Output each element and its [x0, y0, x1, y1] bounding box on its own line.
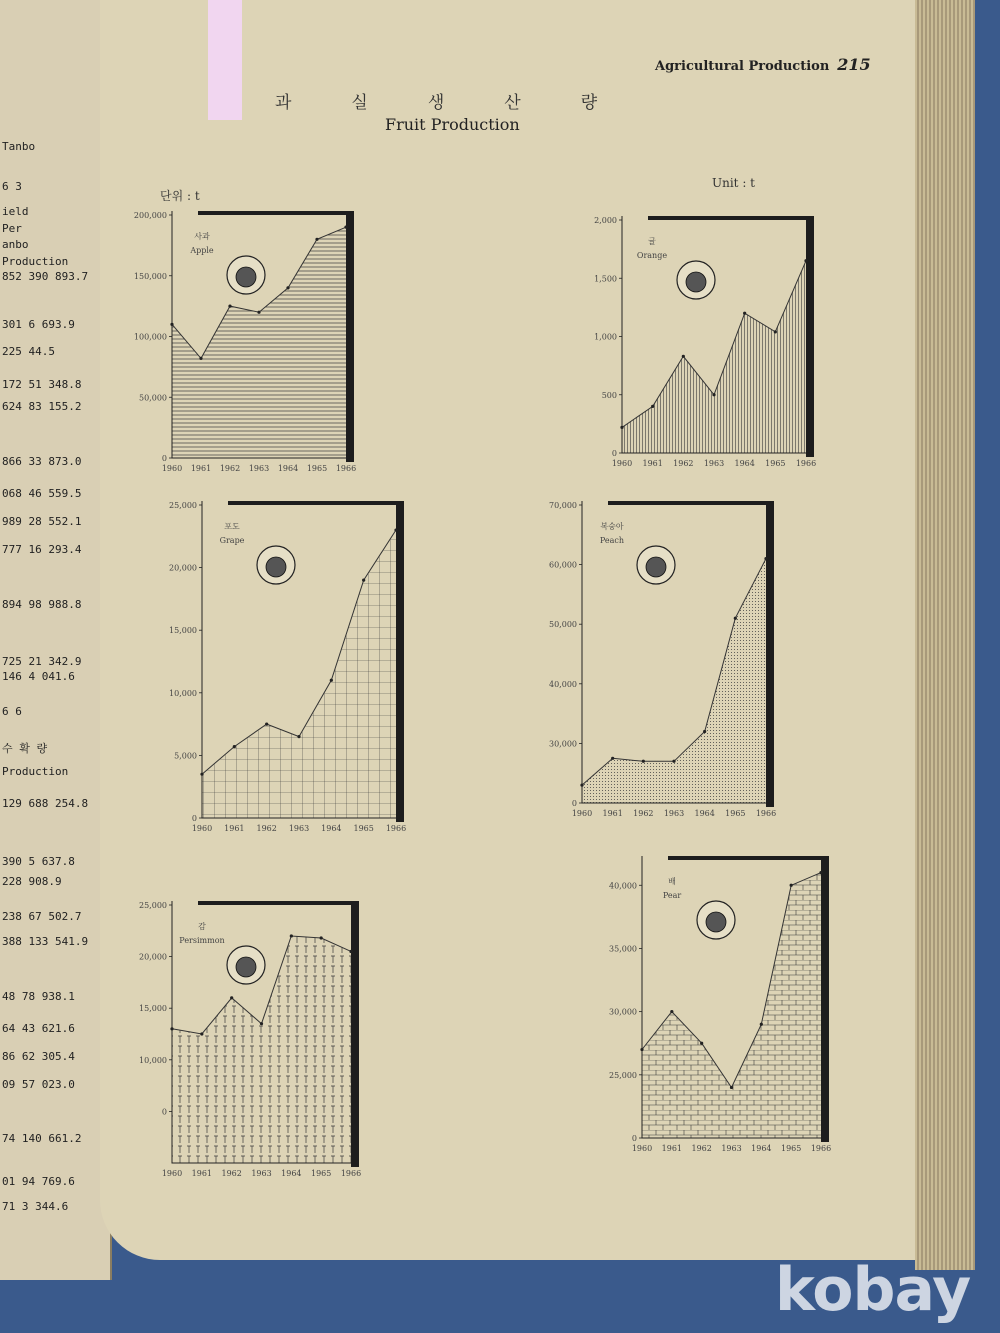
x-tick-label: 1966	[340, 1169, 362, 1178]
x-tick-label: 1964	[321, 824, 342, 833]
y-tick-label: 70,000	[549, 501, 577, 510]
chart-frame-shadow	[821, 856, 829, 1142]
chart-frame-shadow	[351, 901, 359, 1167]
left-page-line: 129 688 254.8	[2, 797, 89, 810]
chart-grape	[170, 495, 410, 840]
y-tick-label: 5,000	[174, 751, 197, 761]
running-header	[655, 55, 871, 74]
fruit-name-korean: 귤	[648, 237, 656, 246]
x-tick-label: 1964	[281, 1169, 302, 1178]
x-tick-label: 1965	[765, 459, 786, 468]
x-tick-label: 1962	[691, 1144, 712, 1153]
data-point	[286, 286, 289, 289]
fruit-icon-drawing	[236, 957, 256, 977]
left-page-line: anbo	[2, 238, 29, 251]
fruit-name-english: Orange	[636, 251, 668, 260]
y-tick-label: 100,000	[133, 332, 167, 342]
x-tick-label: 1966	[810, 1144, 832, 1153]
x-tick-label: 1960	[611, 459, 633, 468]
data-point	[230, 996, 233, 999]
fruit-name-english: Grape	[219, 536, 245, 545]
left-page-line: 238 67 502.7	[2, 910, 82, 923]
data-point	[672, 760, 675, 763]
y-tick-label: 0	[611, 449, 617, 458]
left-page-line: 172 51 348.8	[2, 378, 82, 391]
chart-orange	[590, 210, 820, 475]
data-point	[703, 730, 706, 733]
x-tick-label: 1960	[631, 1144, 653, 1153]
page-title-korean: 과실생산량	[275, 93, 658, 113]
left-page-line: Production	[2, 765, 69, 778]
x-tick-label: 1966	[795, 459, 817, 468]
left-page-line: 228 908.9	[2, 875, 62, 888]
unit-label-korean: 단위 : t	[160, 189, 200, 203]
data-point	[642, 760, 645, 763]
chart-peach	[550, 495, 780, 825]
data-point	[257, 311, 260, 314]
chart-frame-shadow	[396, 501, 404, 822]
x-tick-label: 1965	[353, 824, 374, 833]
fruit-icon-drawing	[236, 267, 256, 287]
left-page-line: 86 62 305.4	[2, 1050, 75, 1063]
y-tick-label: 2,000	[594, 216, 617, 225]
data-point	[233, 745, 236, 748]
chart-frame-shadow	[346, 211, 354, 462]
data-point	[260, 1022, 263, 1025]
chart-area	[582, 559, 766, 803]
left-page-line: 894 98 988.8	[2, 598, 82, 611]
chart-persimmon	[140, 895, 365, 1185]
data-point	[290, 934, 293, 937]
page-number: 215	[837, 55, 871, 74]
chart-frame-top	[198, 211, 354, 215]
x-tick-label: 1960	[161, 464, 183, 473]
left-page-line: 225 44.5	[2, 345, 55, 358]
chart-pear	[610, 850, 835, 1160]
left-page-line: 866 33 873.0	[2, 455, 82, 468]
data-point	[200, 1032, 203, 1035]
y-tick-label: 1,000	[594, 332, 617, 342]
left-page-line: 146 4 041.6	[2, 670, 75, 683]
data-point	[774, 330, 777, 333]
y-tick-label: 500	[601, 390, 617, 400]
data-point	[344, 226, 347, 229]
y-tick-label: 25,000	[169, 501, 197, 510]
data-point	[315, 238, 318, 241]
x-tick-label: 1965	[310, 1169, 332, 1178]
chart-frame-top	[198, 901, 359, 905]
y-tick-label: 10,000	[139, 1055, 167, 1065]
data-point	[330, 679, 333, 682]
left-page-line: 71 3 344.6	[2, 1200, 69, 1213]
fruit-name-korean: 감	[198, 922, 206, 931]
y-tick-label: 50,000	[139, 393, 167, 403]
x-tick-label: 1965	[306, 464, 328, 473]
chart-frame-top	[228, 501, 404, 505]
x-tick-label: 1961	[191, 1169, 213, 1178]
x-tick-label: 1963	[663, 809, 685, 818]
fruit-name-english: Apple	[190, 246, 214, 255]
y-tick-label: 1,500	[594, 274, 617, 284]
x-tick-label: 1966	[335, 464, 357, 473]
data-point	[670, 1010, 673, 1013]
x-tick-label: 1965	[780, 1144, 802, 1153]
fruit-name-english: Persimmon	[179, 936, 225, 945]
y-tick-label: 20,000	[139, 952, 167, 962]
left-page-line: 수 확 량	[2, 742, 48, 755]
x-tick-label: 1966	[385, 824, 407, 833]
x-tick-label: 1962	[256, 824, 277, 833]
data-point	[320, 936, 323, 939]
x-tick-label: 1963	[721, 1144, 742, 1153]
chart-area	[622, 261, 806, 453]
x-tick-label: 1960	[161, 1169, 183, 1178]
data-point	[682, 355, 685, 358]
left-page-line: ield	[2, 205, 29, 218]
left-page-line: Per	[2, 222, 22, 235]
data-point	[228, 305, 231, 308]
y-tick-label: 30,000	[549, 739, 577, 749]
x-tick-label: 1964	[751, 1144, 772, 1153]
unit-label-english: Unit : t	[712, 176, 755, 190]
y-tick-label: 15,000	[139, 1004, 167, 1014]
y-tick-label: 25,000	[609, 1070, 637, 1080]
y-tick-label: 150,000	[133, 271, 167, 281]
y-tick-label: 50,000	[549, 620, 577, 630]
left-page-line: 74 140 661.2	[2, 1132, 82, 1145]
data-point	[760, 1023, 763, 1026]
x-tick-label: 1961	[661, 1144, 683, 1153]
x-tick-label: 1963	[251, 1169, 272, 1178]
left-page-line: 301 6 693.9	[2, 318, 75, 331]
left-page-line: 6 6	[2, 705, 22, 718]
data-point	[394, 528, 397, 531]
x-tick-label: 1965	[725, 809, 746, 818]
x-tick-label: 1963	[703, 459, 725, 468]
data-point	[265, 723, 268, 726]
left-page-line: 6 3	[2, 180, 22, 193]
chart-apple	[133, 205, 360, 480]
y-tick-label: 60,000	[549, 560, 577, 570]
y-tick-label: 35,000	[609, 944, 637, 954]
fruit-icon-drawing	[646, 557, 666, 577]
y-tick-label: 0	[161, 454, 167, 463]
left-page-line: 725 21 342.9	[2, 655, 82, 668]
x-tick-label: 1962	[221, 1169, 242, 1178]
chart-frame-shadow	[766, 501, 774, 807]
fruit-name-english: Pear	[662, 891, 682, 900]
data-point	[362, 579, 365, 582]
left-page-line: 624 83 155.2	[2, 400, 82, 413]
y-tick-label: 0	[161, 1107, 167, 1117]
fruit-name-korean: 복숭아	[600, 522, 624, 531]
left-page-line: 068 46 559.5	[2, 487, 82, 500]
left-page-line: 989 28 552.1	[2, 515, 82, 528]
left-page-line: 852 390 893.7	[2, 270, 89, 283]
left-page-line: Production	[2, 255, 69, 268]
left-page-line: 777 16 293.4	[2, 543, 82, 556]
data-point	[819, 871, 822, 874]
fruit-name-korean: 포도	[224, 522, 240, 531]
data-point	[804, 259, 807, 262]
data-point	[743, 312, 746, 315]
header-title: Agricultural Production	[655, 59, 830, 74]
data-point	[297, 735, 300, 738]
chart-area	[202, 530, 396, 818]
data-point	[712, 393, 715, 396]
x-tick-label: 1961	[642, 459, 663, 468]
data-point	[700, 1042, 703, 1045]
x-tick-label: 1964	[694, 809, 715, 818]
x-tick-label: 1961	[190, 464, 212, 473]
data-point	[651, 405, 654, 408]
left-page-line: 01 94 769.6	[2, 1175, 75, 1188]
left-page-line: Tanbo	[2, 140, 36, 153]
fruit-name-korean: 사과	[194, 232, 210, 241]
chart-frame-top	[668, 856, 829, 860]
y-tick-label: 0	[571, 799, 577, 808]
y-tick-label: 20,000	[169, 563, 197, 573]
fruit-icon-drawing	[686, 272, 706, 292]
data-point	[611, 757, 614, 760]
chart-frame-shadow	[806, 216, 814, 457]
left-page-line: 390 5 637.8	[2, 855, 75, 868]
y-tick-label: 15,000	[169, 626, 197, 636]
data-point	[764, 557, 767, 560]
y-tick-label: 0	[191, 814, 197, 823]
data-point	[349, 950, 352, 953]
data-point	[730, 1086, 733, 1089]
y-tick-label: 25,000	[139, 901, 167, 910]
left-page	[0, 0, 112, 1280]
x-tick-label: 1966	[755, 809, 777, 818]
chart-frame-top	[648, 216, 814, 220]
y-tick-label: 10,000	[169, 688, 197, 698]
x-tick-label: 1963	[248, 464, 270, 473]
y-tick-label: 40,000	[549, 679, 577, 689]
x-tick-label: 1961	[224, 824, 245, 833]
x-tick-label: 1960	[191, 824, 213, 833]
y-tick-label: 30,000	[609, 1007, 637, 1017]
data-point	[734, 617, 737, 620]
left-page-line: 48 78 938.1	[2, 990, 75, 1003]
data-point	[199, 357, 202, 360]
x-tick-label: 1964	[277, 464, 299, 473]
x-tick-label: 1962	[673, 459, 694, 468]
x-tick-label: 1962	[219, 464, 241, 473]
x-tick-label: 1960	[571, 809, 593, 818]
left-page-line: 388 133 541.9	[2, 935, 89, 948]
fruit-name-korean: 배	[668, 877, 676, 886]
page-edges	[915, 0, 975, 1270]
fruit-icon-drawing	[706, 912, 726, 932]
chart-frame-top	[608, 501, 774, 505]
y-tick-label: 40,000	[609, 881, 637, 891]
fruit-icon-drawing	[266, 557, 286, 577]
x-tick-label: 1962	[633, 809, 654, 818]
x-tick-label: 1964	[734, 459, 755, 468]
y-tick-label: 200,000	[133, 211, 167, 220]
bookmark-tab	[208, 0, 242, 120]
x-tick-label: 1963	[288, 824, 310, 833]
left-page-line: 64 43 621.6	[2, 1022, 75, 1035]
data-point	[790, 884, 793, 887]
y-tick-label: 0	[631, 1134, 637, 1143]
x-tick-label: 1961	[602, 809, 623, 818]
left-page-line: 09 57 023.0	[2, 1078, 75, 1091]
page-title-english: Fruit Production	[385, 115, 520, 134]
watermark: kobay	[775, 1255, 971, 1325]
fruit-name-english: Peach	[599, 536, 625, 545]
